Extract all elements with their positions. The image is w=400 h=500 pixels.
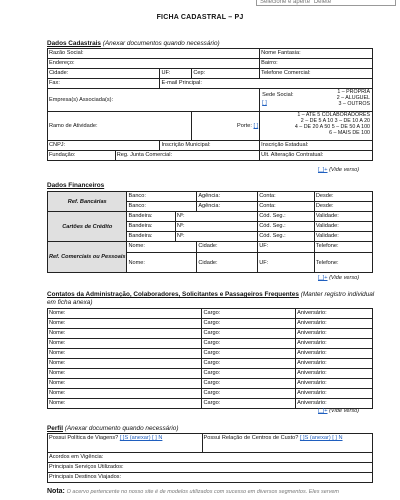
cadastrais-table <box>47 48 373 161</box>
fundacao-field[interactable]: Fundação: <box>48 151 116 161</box>
contato-row <box>48 369 373 379</box>
contato-row <box>48 399 373 409</box>
fantasia-field[interactable]: Nome Fantasia: <box>260 49 373 59</box>
viagens-cell[interactable] <box>48 434 203 453</box>
bandeira-3[interactable]: Bandeira: <box>127 232 175 242</box>
cidade-field[interactable]: Cidade: <box>48 69 160 79</box>
porte-label: Porte: <box>236 123 252 129</box>
ref-comerciais-label: Ref. Comerciais ou Pessoais <box>48 242 127 273</box>
numero-1[interactable]: Nº: <box>175 212 257 222</box>
nota-line <box>47 488 339 495</box>
centros-label: Possui Relação de Centros de Custo? <box>203 435 299 441</box>
contato-nome[interactable]: Nome: <box>48 349 202 359</box>
contato-row <box>48 389 373 399</box>
section-perfil-heading <box>47 425 178 432</box>
razao-field[interactable]: Razão Social: <box>48 49 260 59</box>
contato-nome[interactable]: Nome: <box>48 369 202 379</box>
page-title: FICHA CADASTRAL – PJ <box>156 14 244 21</box>
agencia-1[interactable]: Agência: <box>197 192 258 202</box>
porte-opt-4: 6 – MAIS DE 100 <box>329 130 370 136</box>
contato-cargo[interactable]: Cargo: <box>202 309 296 319</box>
sede-box[interactable]: [ ] <box>262 100 267 106</box>
contato-aniversario[interactable]: Aniversário: <box>296 399 373 409</box>
contato-row <box>48 359 373 369</box>
contato-nome[interactable]: Nome: <box>48 319 202 329</box>
sede-cell[interactable] <box>260 89 373 112</box>
contato-cargo[interactable]: Cargo: <box>202 369 296 379</box>
contato-nome[interactable]: Nome: <box>48 309 202 319</box>
contato-row <box>48 339 373 349</box>
porte-box[interactable]: [ ] <box>253 123 259 129</box>
financeiros-heading: Dados Financeiros <box>47 182 105 189</box>
porte-cell[interactable] <box>192 112 260 141</box>
contato-nome[interactable]: Nome: <box>48 329 202 339</box>
banco-1[interactable]: Banco: <box>127 192 197 202</box>
viagens-options[interactable]: [ ]S (anexar) [ ] N <box>119 435 163 441</box>
contato-nome[interactable]: Nome: <box>48 339 202 349</box>
nota-text: O acervo pertencente no nosso site é de modelos utilizados com sucesso em diversos segmentos. Eles servem <box>66 489 340 495</box>
validade-1[interactable]: Validade: <box>314 212 372 222</box>
ramo-field[interactable]: Ramo de Atividade: <box>48 112 192 141</box>
contato-aniversario[interactable]: Aniversário: <box>296 389 373 399</box>
sede-opt-2: 2 – ALUGUEL <box>336 95 370 101</box>
com-tel-2[interactable]: Telefone: <box>314 253 372 273</box>
com-cidade-2[interactable]: Cidade: <box>197 253 258 273</box>
contato-cargo[interactable]: Cargo: <box>202 349 296 359</box>
bandeira-1[interactable]: Bandeira: <box>127 212 175 222</box>
contato-aniversario[interactable]: Aniversário: <box>296 339 373 349</box>
banco-2[interactable]: Banco: <box>127 202 197 212</box>
desde-1[interactable]: Desde: <box>314 192 372 202</box>
contato-cargo[interactable]: Cargo: <box>202 329 296 339</box>
delete-hint-box: Selecione e aperte "Delete" <box>256 0 396 6</box>
contato-aniversario[interactable]: Aniversário: <box>296 319 373 329</box>
vide-link-icon-1[interactable]: [_]+ <box>318 167 328 173</box>
contato-aniversario[interactable]: Aniversário: <box>296 349 373 359</box>
associadas-field[interactable]: Empresa(s) Associada(s): <box>48 89 260 112</box>
validade-2[interactable]: Validade: <box>314 222 372 232</box>
section-financeiros-heading <box>47 182 104 189</box>
contato-aniversario[interactable]: Aniversário: <box>296 369 373 379</box>
agencia-2[interactable]: Agência: <box>197 202 258 212</box>
desde-2[interactable]: Desde: <box>314 202 372 212</box>
nota-label: Nota: <box>47 488 65 495</box>
vide-verso-3[interactable] <box>318 408 359 414</box>
com-uf-2[interactable]: UF: <box>258 253 315 273</box>
porte-opt-1: 1 – ATÉ 5 COLABORADORES <box>297 112 370 118</box>
fax-field[interactable]: Fax: <box>48 79 160 89</box>
contato-row <box>48 379 373 389</box>
insc-estadual-field[interactable]: Inscrição Estadual: <box>260 141 373 151</box>
cnpj-field[interactable]: CNPJ: <box>48 141 160 151</box>
section-contatos-heading <box>47 291 377 307</box>
contato-cargo[interactable]: Cargo: <box>202 389 296 399</box>
sede-opt-3: 3 – OUTROS <box>338 101 370 107</box>
contato-aniversario[interactable]: Aniversário: <box>296 309 373 319</box>
contato-cargo[interactable]: Cargo: <box>202 319 296 329</box>
cadastrais-note: (Anexar documentos quando necessário) <box>102 40 220 47</box>
bandeira-2[interactable]: Bandeira: <box>127 222 175 232</box>
contato-cargo[interactable]: Cargo: <box>202 379 296 389</box>
vide-verso-2[interactable] <box>318 275 359 281</box>
contatos-table <box>47 308 373 409</box>
vide-text-2: (Vide verso) <box>329 275 360 281</box>
insc-municipal-field[interactable]: Inscrição Municipal: <box>160 141 260 151</box>
contato-cargo[interactable]: Cargo: <box>202 359 296 369</box>
destinos-field[interactable]: Principais Destinos Viajados: <box>48 473 373 483</box>
porte-opt-3: 4 – DE 20 A 50 5 – DE 50 A 100 <box>294 124 370 130</box>
sede-label: Sede Social: <box>262 92 294 98</box>
contato-nome[interactable]: Nome: <box>48 389 202 399</box>
centros-cell[interactable] <box>202 434 372 453</box>
vide-link-icon-2[interactable]: [_]+ <box>318 275 328 281</box>
numero-2[interactable]: Nº: <box>175 222 257 232</box>
endereco-field[interactable]: Endereço: <box>48 59 260 69</box>
contatos-note: (Manter registro individual em ficha anexa) <box>47 291 375 306</box>
contato-row <box>48 309 373 319</box>
com-tel-1[interactable]: Telefone: <box>314 242 372 253</box>
numero-3[interactable]: Nº: <box>175 232 257 242</box>
contato-row <box>48 329 373 339</box>
cep-field[interactable]: Cep: <box>192 69 260 79</box>
contato-nome[interactable]: Nome: <box>48 359 202 369</box>
contato-cargo[interactable]: Cargo: <box>202 399 296 409</box>
validade-3[interactable]: Validade: <box>314 232 372 242</box>
viagens-label: Possui Política de Viagens? <box>49 435 119 441</box>
conta-2[interactable]: Conta: <box>258 202 315 212</box>
cadastrais-heading: Dados Cadastrais <box>47 40 101 47</box>
contato-row <box>48 319 373 329</box>
codseg-2[interactable]: Cód. Seg.: <box>258 222 315 232</box>
contato-row <box>48 349 373 359</box>
bairro-field[interactable]: Bairro: <box>260 59 373 69</box>
porte-options <box>260 112 373 141</box>
servicos-field[interactable]: Principais Serviços Utilizados: <box>48 463 373 473</box>
uf-field[interactable]: UF: <box>160 69 192 79</box>
centros-options[interactable]: [ ]S (anexar) [ ] N <box>299 435 343 441</box>
vide-link-icon-3[interactable]: [_]+ <box>318 408 328 414</box>
contato-aniversario[interactable]: Aniversário: <box>296 379 373 389</box>
section-cadastrais-heading <box>47 40 220 47</box>
contato-aniversario[interactable]: Aniversário: <box>296 359 373 369</box>
contatos-heading: Contatos da Administração, Colaboradores, Solicitantes e Passageiros Frequentes <box>47 291 299 298</box>
contato-nome[interactable]: Nome: <box>48 379 202 389</box>
codseg-1[interactable]: Cód. Seg.: <box>258 212 315 222</box>
financeiros-table <box>47 191 373 273</box>
sede-opt-1: 1 – PRÓPRIA <box>337 89 370 95</box>
acordos-field[interactable]: Acordos em Vigência: <box>48 453 373 463</box>
vide-text-1: (Vide verso) <box>329 167 360 173</box>
perfil-table <box>47 433 373 483</box>
junta-field[interactable]: Reg. Junta Comercial: <box>115 151 259 161</box>
codseg-3[interactable]: Cód. Seg.: <box>258 232 315 242</box>
contato-cargo[interactable]: Cargo: <box>202 339 296 349</box>
cartoes-label: Cartões de Crédito <box>48 212 127 242</box>
vide-text-3: (Vide verso) <box>329 408 360 414</box>
com-nome-2[interactable]: Nome: <box>127 253 197 273</box>
perfil-note: (Anexar documento quando necessário) <box>64 425 179 432</box>
contato-nome[interactable]: Nome: <box>48 399 202 409</box>
email-field[interactable]: E-mail Principal: <box>160 79 373 89</box>
tel-comercial-field[interactable]: Telefone Comercial: <box>260 69 373 79</box>
com-uf-1[interactable]: UF: <box>258 242 315 253</box>
com-cidade-1[interactable]: Cidade: <box>197 242 258 253</box>
com-nome-1[interactable]: Nome: <box>127 242 197 253</box>
perfil-heading: Perfil <box>47 425 63 432</box>
alteracao-field[interactable]: Ult. Alteração Contratual: <box>260 151 373 161</box>
vide-verso-1[interactable] <box>318 167 359 173</box>
ref-bancarias-label: Ref. Bancárias <box>48 192 127 212</box>
porte-opt-2: 2 – DE 5 A 10 3 – DE 10 A 20 <box>300 118 370 124</box>
contato-aniversario[interactable]: Aniversário: <box>296 329 373 339</box>
conta-1[interactable]: Conta: <box>258 192 315 202</box>
